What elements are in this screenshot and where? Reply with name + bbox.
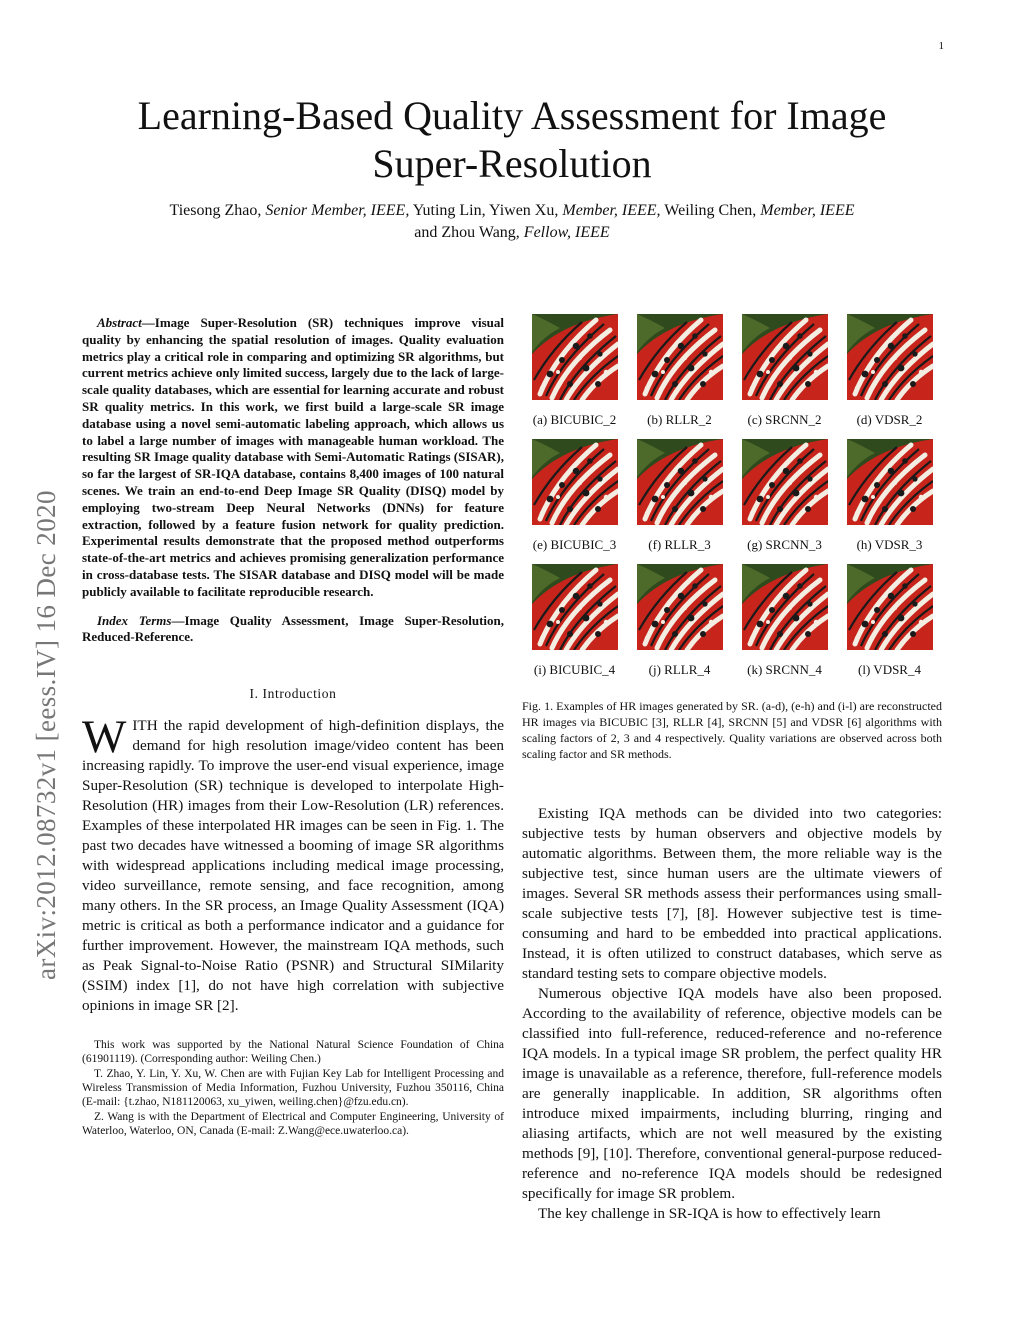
figure-panel: [627, 558, 732, 683]
panel-label: (c) SRCNN_2: [747, 412, 822, 427]
title-line-2: Super-Resolution: [372, 141, 652, 186]
author-3: Weiling Chen,: [664, 202, 757, 219]
butterfly-wing-image: [847, 564, 933, 650]
intro-paragraph-1-text: ITH the rapid development of high-definition displays, the demand for high resolution image/video content has been increasing rapidly. To improve the user-end visual experience, image Super-Resolution (SR) technique is developed to interpolate High-Resolution (HR) images from their Low-Resolution (LR) references. Examples of these interpolated HR images can be seen in Fig. 1. The past two decades have witnessed a booming of image SR algorithms with widespread applications including medical image processing, video surveillance, remote sensing, and face recognition, among many others. In the SR process, an Image Quality Assessment (IQA) metric is critical as both a performance indicator and a guidance for further improvement. However, the mainstream IQA methods, such as Peak Signal-to-Noise Ratio (PSNR) and Structural SIMilarity (SSIM) index [1], do not have high correlation with subjective opinions in image SR [2].: [82, 717, 504, 1015]
footnotes: [82, 1038, 504, 1138]
dropcap: W: [82, 711, 127, 764]
index-terms: [82, 613, 504, 647]
index-terms-text: —Image Quality Assessment, Image Super-Resolution, Reduced-Reference.: [82, 612, 504, 645]
author-1: Tiesong Zhao,: [169, 202, 262, 219]
arxiv-stamp: arXiv:2012.08732v1 [eess.IV] 16 Dec 2020: [31, 490, 61, 980]
right-paragraph-2: Numerous objective IQA models have also been proposed. According to the availability of reference, objective models can be classified into full-reference, reduced-reference and no-reference IQA models. In a typical image SR problem, the perfect quality HR image is unavailable as a reference, therefore, full-reference models are generally inapplicable. In addition, SR algorithms often introduce mixed impairments, including blurring, ringing and aliasing artifacts, which are not well measured by the existing methods [9], [10]. Therefore, conventional general-purpose reduced-reference and no-reference IQA models should be redesigned specifically for image SR problem.: [522, 985, 942, 1202]
butterfly-wing-image: [637, 564, 723, 650]
butterfly-wing-image: [847, 439, 933, 525]
figure-panel: [732, 558, 837, 683]
author-list: [80, 200, 944, 244]
panel-label: (g) SRCNN_3: [747, 537, 822, 552]
panel-label: (d) VDSR_2: [856, 412, 923, 427]
abstract-text: —Image Super-Resolution (SR) techniques improve visual quality by enhancing the spatial resolution of images. Quality evaluation metrics play a critical role in comparing and optimizing SR algorithms, but current metrics achieve only limited success, largely due to the lack of large-scale quality databases, which are essential for learning accurate and robust SR quality metrics. In this work, we first build a large-scale SR image database using a novel semi-automatic labeling approach, which allows us to label a large number of images with manageable human workload. The resulting SR Image quality database with Semi-Automatic Ratings (SISAR), so far the largest of SR-IQA database, contains 8,400 images of 100 natural scenes. We train an end-to-end Deep Image SR Quality (DISQ) model by employing two-stream Deep Neural Networks (DNNs) for feature extraction, followed by a feature fusion network for quality prediction. Experimental results demonstrate that the proposed method outperforms state-of-the-art metrics and achieves promising generalization performance in cross-database tests. The SISAR database and DISQ model will be made publicly available to facilitate reproducible research.: [82, 315, 504, 599]
right-paragraph-3: The key challenge in SR-IQA is how to effectively learn: [538, 1205, 881, 1222]
author-1-affiliation: Senior Member, IEEE,: [265, 202, 410, 219]
butterfly-wing-image: [742, 439, 828, 525]
butterfly-wing-image: [742, 564, 828, 650]
section-heading-introduction: I. Introduction: [249, 686, 337, 702]
panel-label: (b) RLLR_2: [647, 412, 712, 427]
figure-panel: [732, 308, 837, 433]
butterfly-wing-image: [532, 314, 618, 400]
author-4-affiliation: Fellow, IEEE: [523, 224, 610, 241]
panel-label: (a) BICUBIC_2: [532, 412, 617, 427]
butterfly-wing-image: [637, 314, 723, 400]
butterfly-wing-image: [532, 564, 618, 650]
right-paragraph-1: Existing IQA methods can be divided into two categories: subjective tests by human observers and objective models by automatic algorithms. Between them, the more reliable way is the subjective test, since human users are the ultimate viewers of images. Several SR methods assess their performances using small-scale subjective tests [7], [8]. However subjective test is time-consuming and hard to be embedded into practical applications. Instead, it is often utilized to construct databases, which serve as standard testing sets to compare objective models.: [522, 805, 942, 982]
figure-panel: [627, 433, 732, 558]
figure-panel: [837, 558, 942, 683]
footnote-affiliation-1: T. Zhao, Y. Lin, Y. Xu, W. Chen are with Fujian Key Lab for Intelligent Processing and Wireless Transmission of Media Information, Fuzhou University, Fuzhou 350116, China (E-mail: {t.zhao, N181120063, xu_yiwen, weiling.chen}@fzu.edu.cn).: [82, 1068, 504, 1109]
figure-1-caption: Fig. 1. Examples of HR images generated by SR. (a-d), (e-h) and (i-l) are reconstructed HR images via BICUBIC [3], RLLR [4], SRCNN [5] and VDSR [6] algorithms with scaling factors of 2, 3 and 4 respectively. Quality variations are observed across both scaling factor and SR methods.: [522, 699, 942, 761]
left-column: [82, 315, 504, 1139]
panel-label: (l) VDSR_4: [858, 662, 921, 677]
panel-label: (k) SRCNN_4: [747, 662, 822, 677]
panel-label: (j) RLLR_4: [648, 662, 711, 677]
index-terms-label: Index Terms: [97, 612, 172, 628]
abstract: [82, 315, 504, 601]
paper-title: [80, 92, 944, 188]
abstract-label: Abstract: [97, 315, 142, 330]
right-body-text: [522, 804, 942, 1224]
right-column: [522, 308, 942, 1224]
panel-label: (h) VDSR_3: [856, 537, 923, 552]
figure-panel: [837, 433, 942, 558]
figure-panel: [522, 308, 627, 433]
author-4: and Zhou Wang,: [414, 224, 520, 241]
figure-panel: [522, 433, 627, 558]
figure-1-grid: [522, 308, 942, 683]
title-line-1: Learning-Based Quality Assessment for Image: [137, 93, 887, 138]
panel-label: (i) BICUBIC_4: [533, 662, 616, 677]
butterfly-wing-image: [532, 439, 618, 525]
intro-paragraph-1: [82, 711, 504, 1016]
author-3-affiliation: Member, IEEE: [760, 202, 855, 219]
panel-label: (f) RLLR_3: [648, 537, 711, 552]
figure-panel: [837, 308, 942, 433]
figure-panel: [522, 558, 627, 683]
figure-panel: [627, 308, 732, 433]
panel-label: (e) BICUBIC_3: [532, 537, 617, 552]
page-number: 1: [938, 40, 944, 52]
author-2-affiliation: Member, IEEE,: [562, 202, 661, 219]
butterfly-wing-image: [847, 314, 933, 400]
footnote-affiliation-2: Z. Wang is with the Department of Electrical and Computer Engineering, University of Waterloo, Waterloo, ON, Canada (E-mail: Z.Wang@ece.uwaterloo.ca).: [82, 1111, 504, 1138]
footnote-funding: This work was supported by the National Natural Science Foundation of China (61901119). (Corresponding author: Weiling Chen.): [82, 1039, 504, 1066]
butterfly-wing-image: [742, 314, 828, 400]
butterfly-wing-image: [637, 439, 723, 525]
figure-panel: [732, 433, 837, 558]
author-2: Yuting Lin, Yiwen Xu,: [412, 202, 559, 219]
